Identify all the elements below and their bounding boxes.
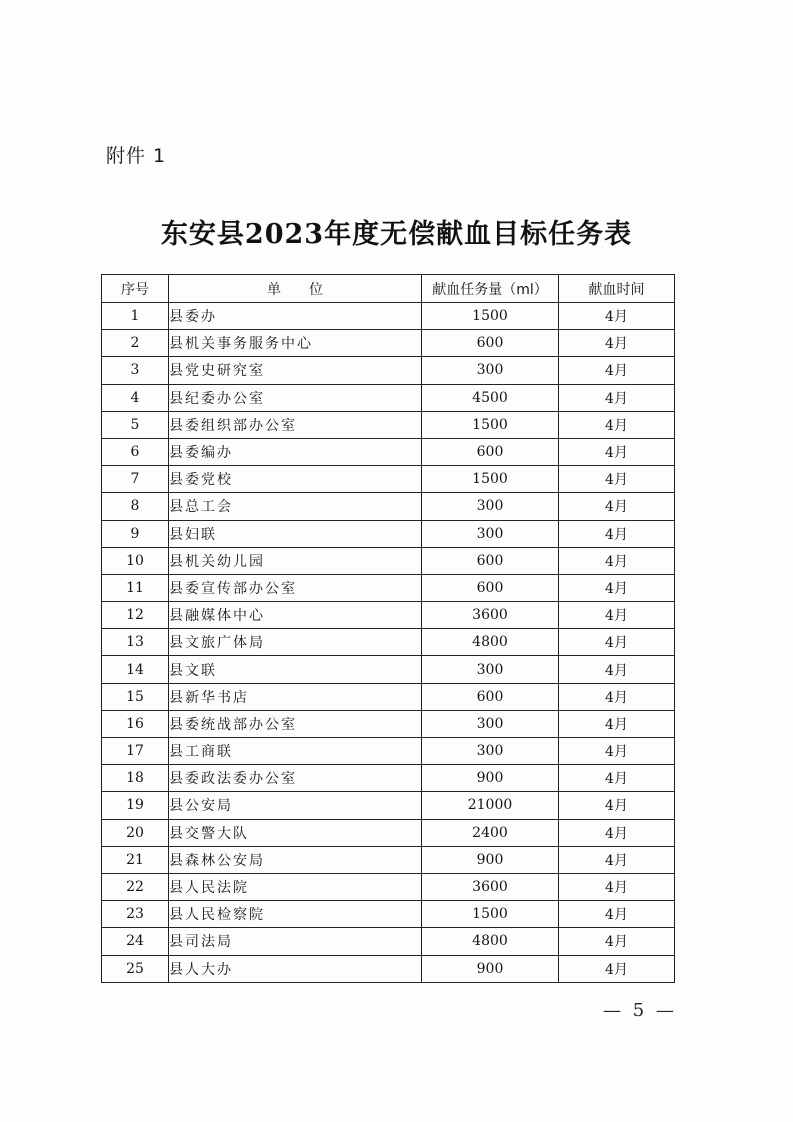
cell-unit: 县委办 [169,303,422,330]
table-row [102,357,675,384]
cell-volume: 300 [422,656,559,683]
cell-volume: 600 [422,574,559,601]
cell-seq: 17 [102,738,169,765]
cell-volume: 300 [422,738,559,765]
table-row [102,466,675,493]
cell-seq: 12 [102,602,169,629]
table-header-row [102,275,675,303]
cell-unit: 县妇联 [169,520,422,547]
cell-volume: 1500 [422,303,559,330]
cell-unit: 县总工会 [169,493,422,520]
cell-seq: 18 [102,765,169,792]
cell-unit: 县公安局 [169,792,422,819]
cell-volume: 1500 [422,466,559,493]
cell-volume: 600 [422,330,559,357]
header-time: 献血时间 [559,275,675,303]
cell-volume: 900 [422,846,559,873]
table-row [102,928,675,955]
cell-seq: 19 [102,792,169,819]
table-row [102,520,675,547]
table-row [102,710,675,737]
cell-seq: 24 [102,928,169,955]
cell-seq: 20 [102,819,169,846]
table-row [102,411,675,438]
cell-time: 4月 [559,656,675,683]
cell-seq: 8 [102,493,169,520]
cell-time: 4月 [559,765,675,792]
cell-unit: 县融媒体中心 [169,602,422,629]
cell-unit: 县委宣传部办公室 [169,574,422,601]
attachment-label: 附件 1 [106,145,167,167]
cell-unit: 县委党校 [169,466,422,493]
cell-unit: 县机关事务服务中心 [169,330,422,357]
table-row [102,384,675,411]
table-row [102,303,675,330]
cell-time: 4月 [559,547,675,574]
cell-volume: 300 [422,493,559,520]
cell-seq: 11 [102,574,169,601]
cell-volume: 1500 [422,411,559,438]
cell-unit: 县委编办 [169,438,422,465]
cell-time: 4月 [559,493,675,520]
cell-seq: 21 [102,846,169,873]
cell-unit: 县新华书店 [169,683,422,710]
blood-donation-task-table [101,274,675,983]
cell-time: 4月 [559,629,675,656]
cell-time: 4月 [559,384,675,411]
cell-seq: 14 [102,656,169,683]
cell-unit: 县工商联 [169,738,422,765]
cell-seq: 23 [102,901,169,928]
cell-unit: 县人民法院 [169,873,422,900]
header-seq: 序号 [102,275,169,303]
cell-time: 4月 [559,466,675,493]
cell-time: 4月 [559,873,675,900]
cell-seq: 5 [102,411,169,438]
cell-time: 4月 [559,955,675,982]
table-row [102,901,675,928]
cell-time: 4月 [559,683,675,710]
cell-time: 4月 [559,574,675,601]
cell-volume: 600 [422,547,559,574]
table-row [102,846,675,873]
cell-volume: 300 [422,710,559,737]
table-row [102,792,675,819]
table-row [102,738,675,765]
table-row [102,493,675,520]
cell-time: 4月 [559,411,675,438]
cell-seq: 16 [102,710,169,737]
cell-unit: 县交警大队 [169,819,422,846]
cell-seq: 7 [102,466,169,493]
cell-time: 4月 [559,819,675,846]
cell-unit: 县委统战部办公室 [169,710,422,737]
cell-seq: 2 [102,330,169,357]
cell-unit: 县文旅广体局 [169,629,422,656]
cell-unit: 县党史研究室 [169,357,422,384]
cell-volume: 1500 [422,901,559,928]
cell-time: 4月 [559,357,675,384]
table-row [102,683,675,710]
cell-volume: 900 [422,765,559,792]
cell-volume: 600 [422,683,559,710]
cell-volume: 4800 [422,629,559,656]
cell-volume: 4800 [422,928,559,955]
cell-time: 4月 [559,602,675,629]
cell-time: 4月 [559,901,675,928]
table-row [102,438,675,465]
table-row [102,873,675,900]
table-row [102,656,675,683]
cell-volume: 300 [422,520,559,547]
cell-unit: 县文联 [169,656,422,683]
cell-volume: 2400 [422,819,559,846]
cell-unit: 县森林公安局 [169,846,422,873]
cell-unit: 县委组织部办公室 [169,411,422,438]
cell-volume: 900 [422,955,559,982]
cell-time: 4月 [559,303,675,330]
cell-seq: 1 [102,303,169,330]
cell-seq: 15 [102,683,169,710]
cell-seq: 10 [102,547,169,574]
cell-volume: 4500 [422,384,559,411]
cell-time: 4月 [559,438,675,465]
table-row [102,547,675,574]
table-row [102,955,675,982]
cell-time: 4月 [559,846,675,873]
cell-time: 4月 [559,928,675,955]
header-volume: 献血任务量（ml） [422,275,559,303]
cell-unit: 县人大办 [169,955,422,982]
cell-volume: 3600 [422,602,559,629]
cell-volume: 3600 [422,873,559,900]
cell-seq: 22 [102,873,169,900]
cell-unit: 县司法局 [169,928,422,955]
table-row [102,765,675,792]
cell-seq: 9 [102,520,169,547]
cell-volume: 300 [422,357,559,384]
cell-seq: 25 [102,955,169,982]
table-row [102,330,675,357]
cell-time: 4月 [559,520,675,547]
table-row [102,602,675,629]
page-number: — 5 — [603,1000,677,1021]
table-row [102,819,675,846]
cell-time: 4月 [559,710,675,737]
page-title: 东安县2023年度无偿献血目标任务表 [160,219,633,250]
cell-unit: 县委政法委办公室 [169,765,422,792]
cell-volume: 600 [422,438,559,465]
cell-seq: 6 [102,438,169,465]
cell-unit: 县机关幼儿园 [169,547,422,574]
cell-time: 4月 [559,792,675,819]
cell-unit: 县纪委办公室 [169,384,422,411]
header-unit: 单位 [169,275,422,303]
cell-time: 4月 [559,330,675,357]
cell-unit: 县人民检察院 [169,901,422,928]
cell-seq: 13 [102,629,169,656]
cell-seq: 3 [102,357,169,384]
cell-time: 4月 [559,738,675,765]
cell-volume: 21000 [422,792,559,819]
cell-seq: 4 [102,384,169,411]
table-body [102,303,675,983]
table-row [102,629,675,656]
table-row [102,574,675,601]
